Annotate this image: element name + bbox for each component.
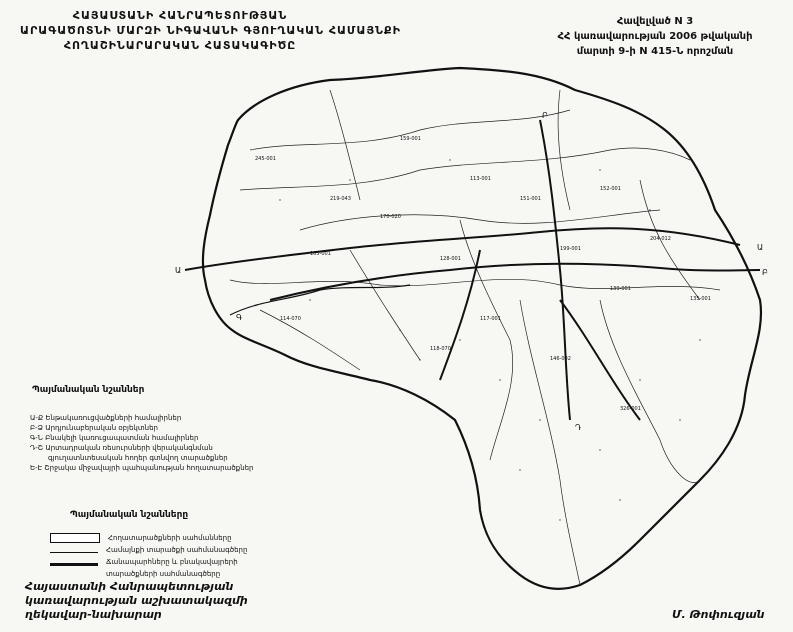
symbol-key <box>50 510 247 580</box>
parcel-label: 128-001 <box>440 256 461 262</box>
parcel-lines <box>230 90 720 585</box>
parcel-label: 219-043 <box>330 196 351 202</box>
line-symbol <box>50 552 98 553</box>
parcel-label: 170-020 <box>380 214 401 220</box>
secondary-road <box>230 285 410 315</box>
main-roads <box>185 120 760 420</box>
signature-line: ղեկավար-նախարար <box>25 608 162 621</box>
border-marker: Դ <box>575 423 582 432</box>
signature-line: կառավարության աշխատակազմի <box>25 594 248 607</box>
parcel-label: 204-012 <box>650 236 671 242</box>
parcel-label: 152-001 <box>600 186 621 192</box>
signatory-name: Մ. Թոփուզյան <box>672 608 765 621</box>
parcel-label: 139-001 <box>610 286 631 292</box>
title-line: ՀՈՂԱՇԻՆԱՐԱՐԱԿԱՆ ՀԱՏԱԿԱԳԻԾԸ <box>63 39 297 52</box>
parcel-label: 118-070 <box>430 346 451 352</box>
parcel-label: 117-001 <box>480 316 501 322</box>
parcel-label: 105-001 <box>310 251 331 257</box>
legend-item: Ե-Է Շրջակա միջավայրի պահպանության հողատարածքներ <box>30 464 254 472</box>
symbol-label: Հողատարածքների սահմանները <box>108 534 232 542</box>
boundary-symbol <box>50 533 100 543</box>
annex-line: Հավելված N 3 <box>616 16 694 27</box>
legend-item: Ա-Ք Ենթակառուցվածքների համալիրներ <box>30 414 182 422</box>
terrain-dots <box>279 159 700 520</box>
parcel-label: 159-001 <box>400 136 421 142</box>
legend-item: Գ-Ն Բնակելի կառուցապատման համալիրներ <box>30 434 199 442</box>
symbol-label: Համայնքի տարածքի սահմանագծերը <box>106 546 248 554</box>
parcel-label: 199-001 <box>560 246 581 252</box>
symbol-label: տարածքների սահմանագծերը <box>106 570 221 578</box>
legend <box>30 385 254 473</box>
map-title <box>20 8 401 53</box>
road-symbol <box>50 563 98 566</box>
empty-symbol <box>50 570 98 578</box>
border-marker: Ա <box>757 243 764 252</box>
parcel-label: 113-001 <box>470 176 491 182</box>
border-marker: Բ <box>762 268 768 277</box>
border-marker: Ա <box>175 266 182 275</box>
symbol-label: Ճանապարհները և բնակավայրերի <box>106 558 238 566</box>
signature-block <box>25 580 248 622</box>
title-line: ԱՐԱԳԱԾՈՏՆԻ ՄԱՐԶԻ ՆԻԳԱՎԱՆԻ ԳՅՈՒՂԱԿԱՆ ՀԱՄԱՅՆՔԻ <box>20 24 401 37</box>
border-marker: Գ <box>236 313 243 322</box>
symbol-key-heading: Պայմանական նշանները <box>70 510 189 520</box>
symbol-row <box>50 568 247 580</box>
symbol-row <box>50 532 247 544</box>
parcel-label: 151-001 <box>520 196 541 202</box>
annex-line: ՀՀ կառավարության 2006 թվականի <box>557 31 753 42</box>
parcel-label: 114-070 <box>280 316 301 322</box>
symbol-row <box>50 544 247 556</box>
parcel-labels <box>255 136 711 412</box>
annex-line: մարտի 9-ի N 415-Ն որոշման <box>576 46 734 57</box>
symbol-row <box>50 556 247 568</box>
legend-item: գյուղատնտեսական հողեր գտնվող տարածքներ <box>48 454 228 462</box>
signature-line: Հայաստանի Հանրապետության <box>25 580 234 593</box>
parcel-label: 326-001 <box>620 406 641 412</box>
parcel-label: 245-001 <box>255 156 276 162</box>
title-line: ՀԱՅԱՍՏԱՆԻ ՀԱՆՐԱՊԵՏՈՒԹՅԱՆ <box>72 9 288 22</box>
legend-item: Դ-Շ Արտադրական ռեսուրսների վերականգնման <box>30 444 213 452</box>
parcel-label: 135-001 <box>690 296 711 302</box>
border-marker: Բ <box>542 111 548 120</box>
parcel-label: 146-002 <box>550 356 571 362</box>
legend-heading: Պայմանական նշաններ <box>32 385 145 395</box>
annex-reference <box>530 14 780 59</box>
legend-item: Բ-Ձ Արդյունաբերական օբյեկտներ <box>30 424 158 432</box>
